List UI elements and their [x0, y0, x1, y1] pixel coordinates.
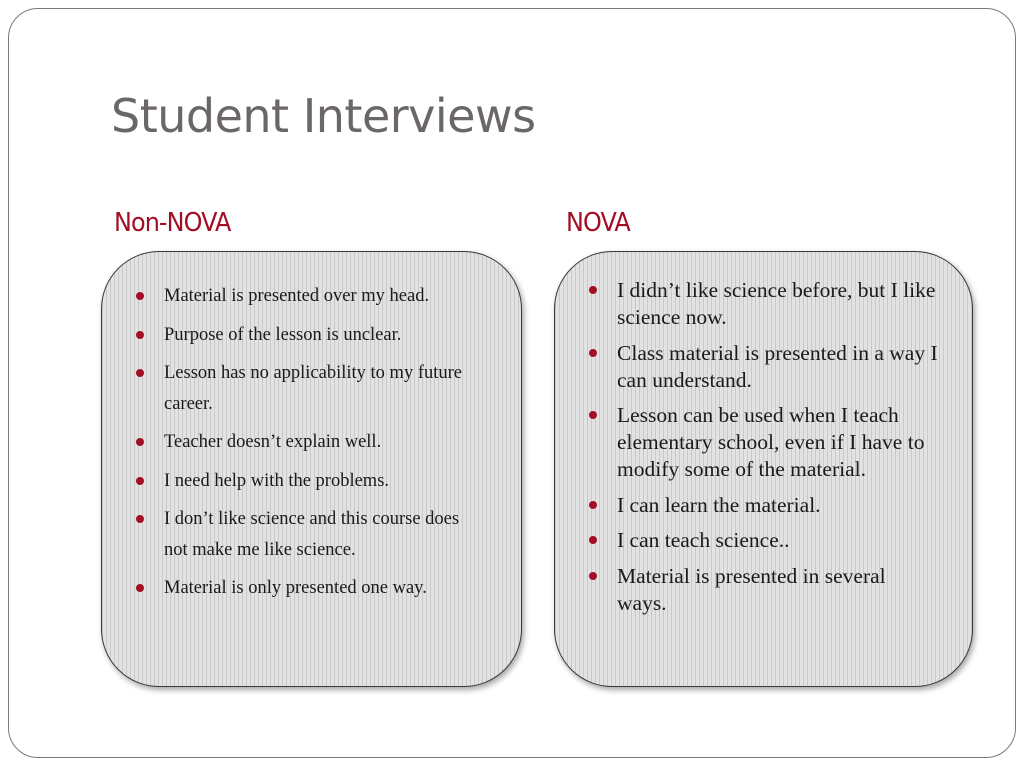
- nova-panel: [554, 251, 973, 687]
- bullet-item: [136, 573, 486, 604]
- bullet-item: [589, 277, 939, 331]
- bullet-text: Teacher doesn’t explain well.: [164, 432, 382, 452]
- bullet-item: [589, 402, 939, 483]
- bullet-item: [589, 492, 939, 519]
- bullet-icon: [136, 438, 144, 446]
- bullet-text: Class material is presented in a way I can understand.: [617, 340, 938, 392]
- bullet-text: Purpose of the lesson is unclear.: [164, 324, 402, 345]
- bullet-text: Lesson can be used when I teach elementary school, even if I have to modify some of the material.: [617, 403, 925, 481]
- non-nova-heading: Non-NOVA: [114, 208, 231, 238]
- bullet-item: [589, 563, 939, 617]
- bullet-text: I can learn the material.: [617, 492, 821, 517]
- nova-heading: NOVA: [566, 208, 630, 238]
- bullet-text: Material is only presented one way.: [164, 578, 427, 598]
- bullet-icon: [136, 515, 144, 523]
- bullet-text: Lesson has no applicability to my future career.: [164, 363, 462, 414]
- bullet-icon: [589, 536, 597, 544]
- bullet-icon: [136, 369, 144, 377]
- bullet-item: [589, 527, 939, 554]
- bullet-icon: [589, 349, 597, 357]
- bullet-text: I can teach science..: [617, 528, 790, 552]
- bullet-item: [136, 427, 486, 458]
- bullet-icon: [589, 286, 597, 294]
- bullet-icon: [136, 331, 144, 339]
- bullet-item: [136, 358, 486, 419]
- bullet-icon: [589, 572, 597, 580]
- bullet-text: Material is presented in several ways.: [617, 563, 886, 615]
- bullet-item: [136, 281, 486, 312]
- non-nova-panel: [101, 251, 522, 687]
- bullet-item: [136, 504, 486, 565]
- bullet-item: [136, 466, 486, 497]
- bullet-text: I need help with the problems.: [164, 470, 390, 491]
- bullet-text: I didn’t like science before, but I like science now.: [617, 278, 936, 329]
- bullet-icon: [136, 477, 144, 485]
- bullet-text: I don’t like science and this course does not make me like science.: [164, 509, 460, 560]
- bullet-item: [136, 320, 486, 351]
- bullet-text: Material is presented over my head.: [164, 286, 430, 306]
- bullet-icon: [589, 501, 597, 509]
- bullet-icon: [589, 411, 597, 419]
- slide-title: Student Interviews: [111, 89, 536, 143]
- bullet-icon: [136, 584, 144, 592]
- non-nova-bullet-list: [136, 281, 486, 612]
- bullet-icon: [136, 292, 144, 300]
- nova-bullet-list: [589, 277, 939, 625]
- bullet-item: [589, 340, 939, 394]
